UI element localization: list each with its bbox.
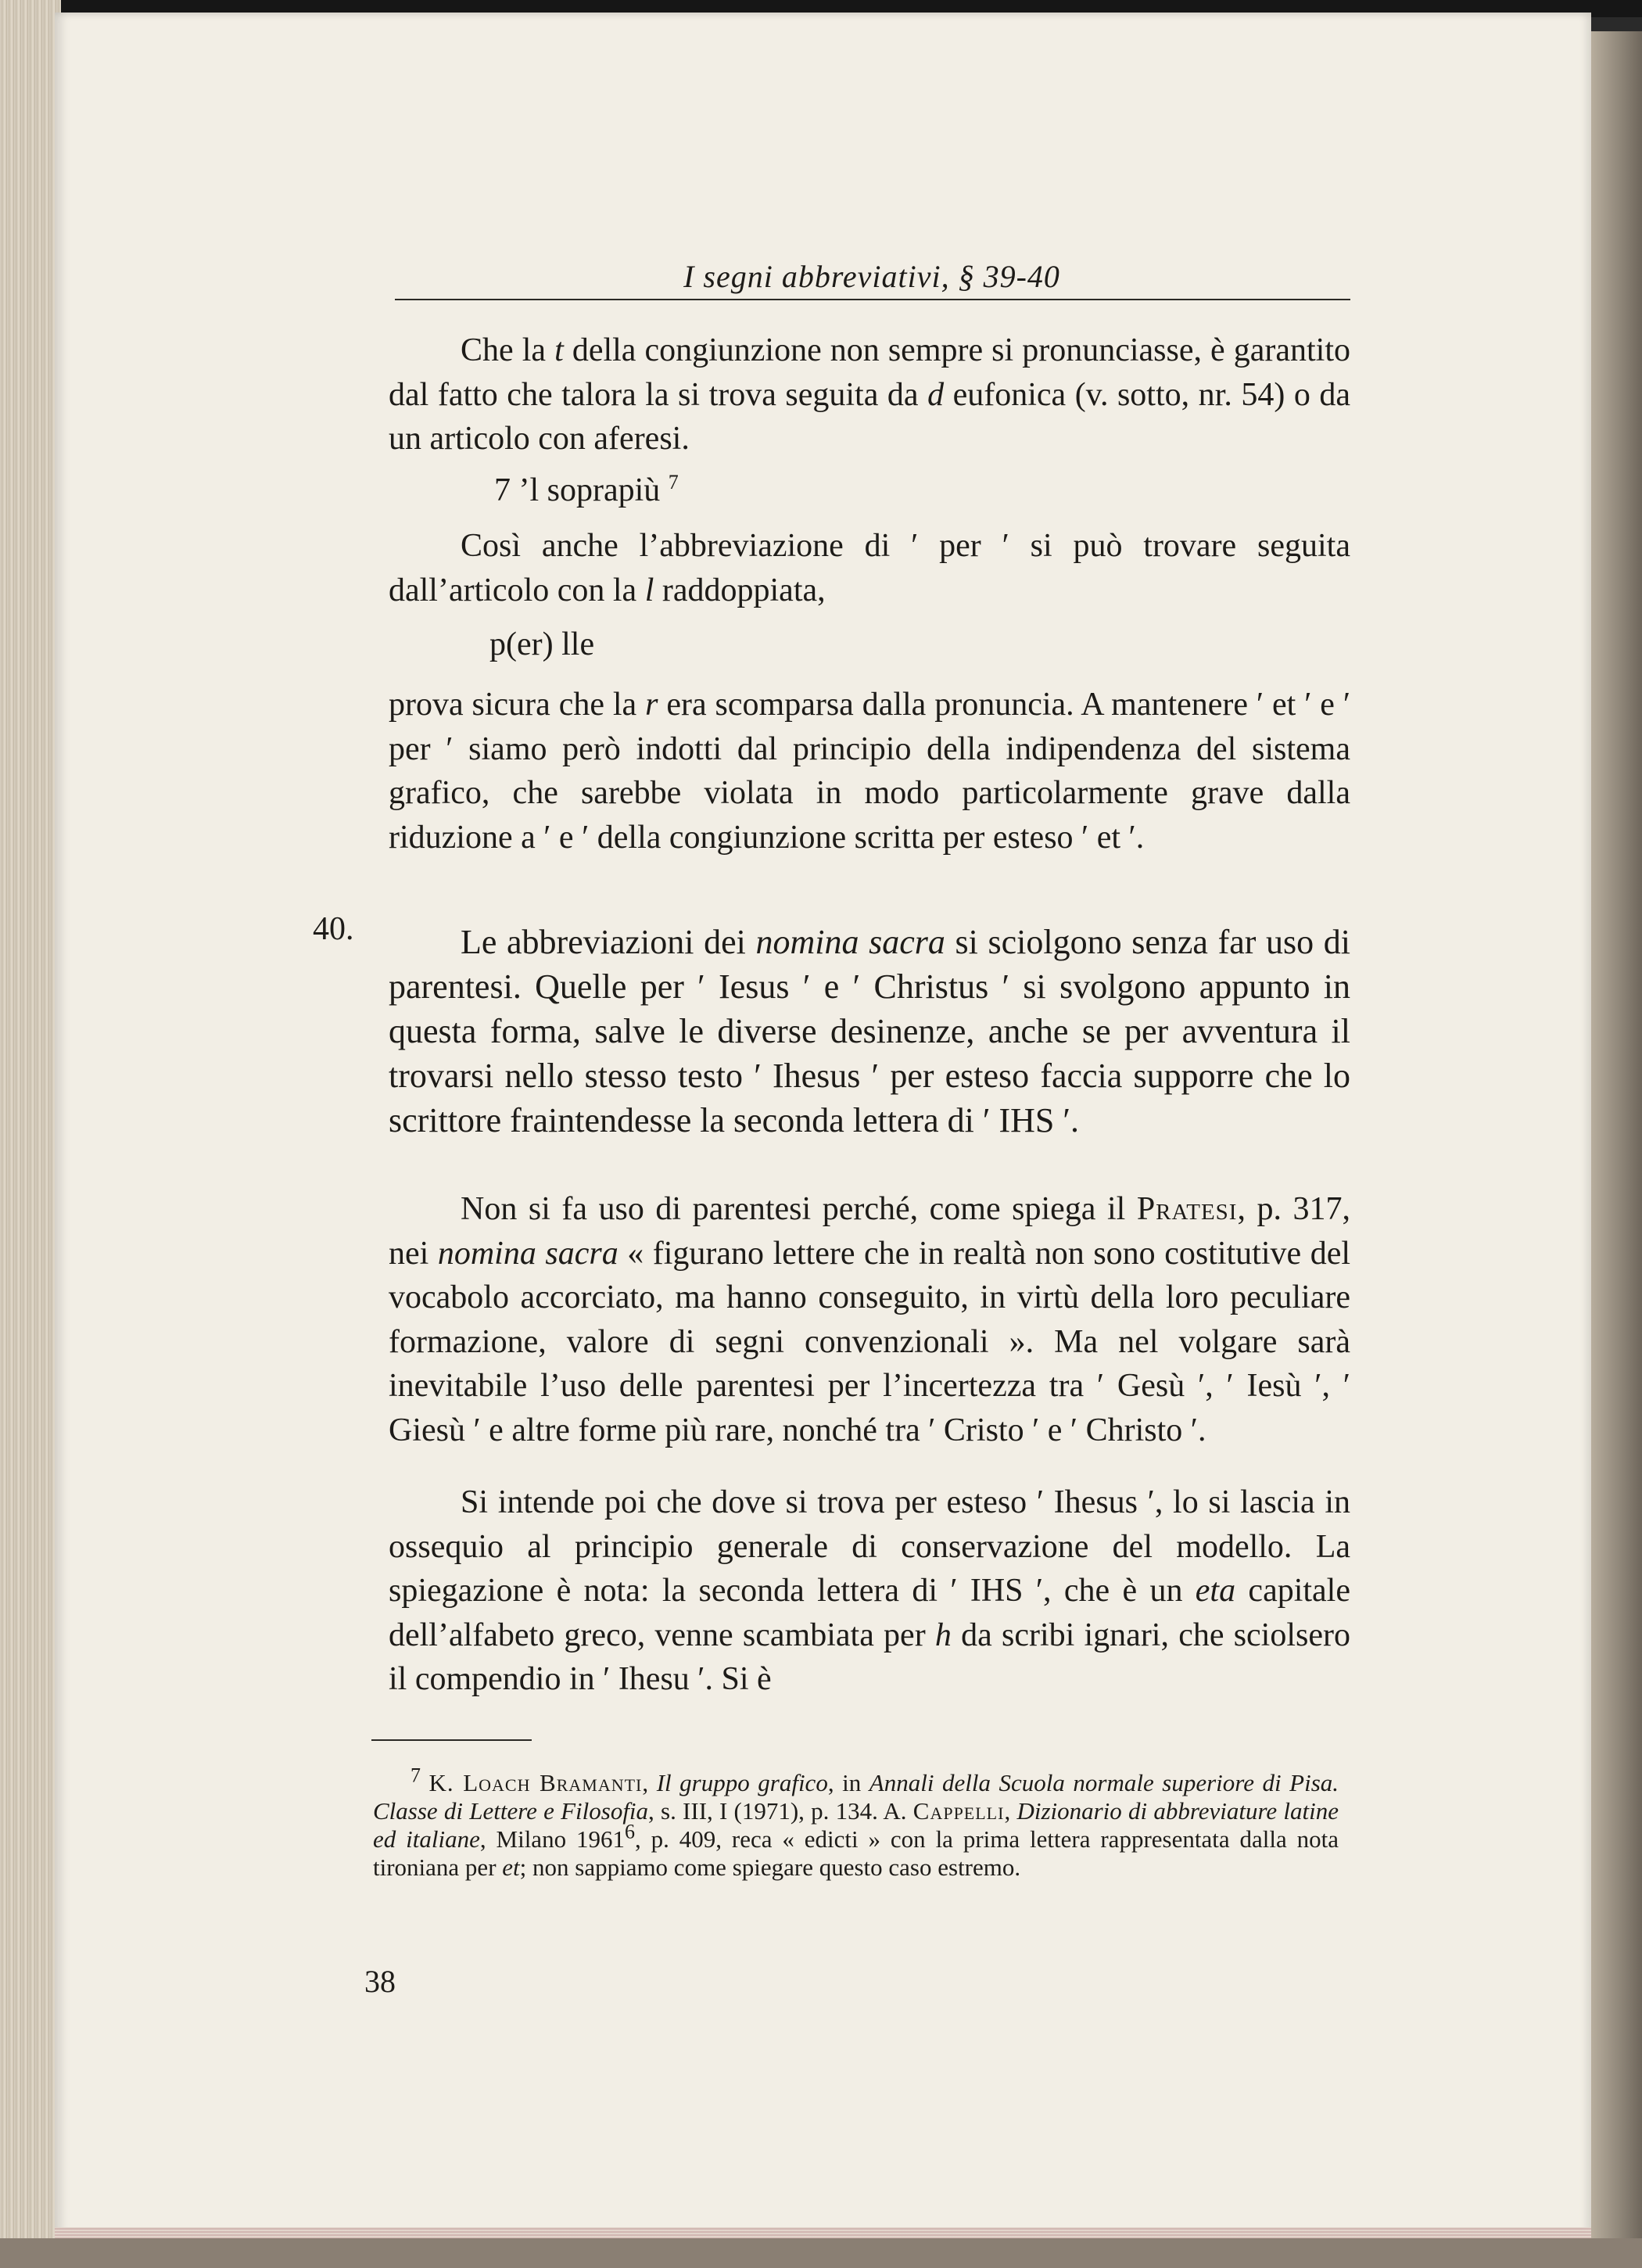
italic-letter: r: [645, 687, 658, 723]
example-2: [489, 626, 594, 663]
italic-letter: l: [644, 572, 654, 608]
author-name: Cappelli: [912, 1797, 1005, 1825]
italic-term: et: [502, 1854, 520, 1881]
paragraph-4: [389, 920, 1350, 1143]
text-run: Così anche l’abbreviazione di ′ per ′ si può trovare seguita dall’articolo con la: [389, 528, 1350, 608]
text-run: si sciolgono senza far uso di parentesi. Quelle per ′ Iesus ′ e ′ Christus ′ si svolgono appunto in questa forma, salve le diverse desinenze, anche se per avventura il trovarsi nello stesso testo ′ Ihesus ′ per esteso faccia supporre che lo scrittore fraintendesse la seconda lettera di ′ IHS ′.: [389, 923, 1351, 1139]
footnote-ref: 7: [668, 471, 679, 493]
author-name: K. Loach Bramanti: [428, 1769, 643, 1796]
italic-letter: t: [554, 332, 564, 368]
paragraph-5: [389, 1187, 1350, 1452]
paragraph-6: [389, 1480, 1350, 1702]
text-run: , p. 409, reca « edicti » con la prima lettera rappresentata dalla nota tironiana per: [373, 1825, 1339, 1881]
page-number: 38: [364, 1964, 396, 1999]
running-head-rule: [395, 299, 1350, 300]
text-run: , in: [827, 1769, 862, 1796]
text-run: era scomparsa dalla pronuncia. A mantenere ′ et ′ e ′ per ′ siamo però indotti dal principio della indipendenza del sistema grafico, che sarebbe violata in modo particolarmente grave dalla riduzione a ′ e ′ della congiunzione scritta per esteso ′ et ′.: [389, 687, 1351, 856]
text-run: della congiunzione non sempre si pronunciasse, è garantito dal fatto che talora la si trova seguita da: [389, 332, 1351, 413]
italic-term: nomina sacra: [755, 923, 945, 961]
section-number: 40.: [313, 911, 354, 947]
author-name: Pratesi: [1136, 1191, 1238, 1227]
book-edge-left: [0, 0, 61, 2268]
text-run: prova sicura che la: [389, 687, 637, 723]
italic-letter: d: [927, 376, 945, 413]
text-run: raddoppiata,: [661, 572, 826, 608]
text-run: Le abbreviazioni dei: [461, 923, 746, 961]
italic-title: Annali della Scuola normale superiore di Pisa. Classe di Lettere e Filosofia: [373, 1769, 1339, 1825]
footnote-7: $^7$ K. Loach Bramanti, Il gruppo grafico, in Annali della Scuola normale superiore di Pisa. Classe di Lettere e Filosofia, s. III, I (1971), p. 134. A. Cappelli, Dizionario di abbreviature latine ed italiane, Milano 1961$^6$, p. 409, reca « edicti » con la prima lettera rappresentata dalla nota tironiana per et; non sappiamo come spiegare questo caso estremo.: [373, 1764, 1339, 1881]
scan-frame-bottom: [0, 2238, 1642, 2268]
edition-superscript: 6: [624, 1820, 635, 1843]
text-run: « figurano lettere che in realtà non sono costitutive del vocabolo accorciato, ma hanno conseguito, in virtù della loro peculiare formazione, valore di segni convenzionali ». Ma nel volgare sarà inevitabile l’uso delle parentesi per l’incertezza tra ′ Gesù ′, ′ Iesù ′, ′ Giesù ′ e altre forme più rare, nonché tra ′ Cristo ′ e ′ Christo ′.: [389, 1235, 1350, 1448]
italic-term: nomina sacra: [437, 1235, 618, 1272]
example-text: 7 ’l soprapiù: [494, 472, 661, 508]
text-run: , Milano 1961: [479, 1825, 625, 1853]
example-text: p(er) lle: [489, 626, 595, 662]
italic-title: Dizionario di abbreviature latine ed italiane: [373, 1797, 1339, 1853]
text-run: eufonica (v. sotto, nr. 54) o da un articolo con aferesi.: [389, 376, 1351, 457]
text-run: Si intende poi che dove si trova per esteso ′ Ihesus ′, lo si lascia in ossequio al principio generale di conservazione del modello. La spiegazione è nota: la seconda lettera di ′ IHS ′, che è un: [389, 1484, 1350, 1609]
text-run: ; non sappiamo come spiegare questo caso estremo.: [519, 1854, 1021, 1881]
italic-letter: h: [934, 1617, 952, 1653]
italic-term: eta: [1195, 1573, 1236, 1609]
text-run: , p. 317, nei: [389, 1191, 1351, 1272]
italic-title: Il gruppo grafico: [656, 1769, 828, 1796]
text-run: capitale dell’alfabeto greco, venne scambiata per: [389, 1573, 1350, 1653]
paragraph-2: [389, 524, 1350, 612]
text-run: Che la: [461, 332, 547, 368]
text-run: da scribi ignari, che sciolsero il compendio in ′ Ihesu ′. Si è: [389, 1617, 1350, 1697]
paragraph-1: [389, 328, 1350, 461]
footnote-marker: 7: [410, 1764, 421, 1787]
text-run: , s. III, I (1971), p. 134. A.: [648, 1797, 907, 1825]
running-head: I segni abbreviativi, § 39-40: [683, 259, 1060, 294]
text-run: Non si fa uso di parentesi perché, come spiega il: [461, 1191, 1126, 1227]
book-edge-right: [1587, 31, 1642, 2245]
paragraph-3: [389, 683, 1350, 859]
footnote-rule: [371, 1739, 532, 1741]
example-1: [494, 472, 679, 509]
